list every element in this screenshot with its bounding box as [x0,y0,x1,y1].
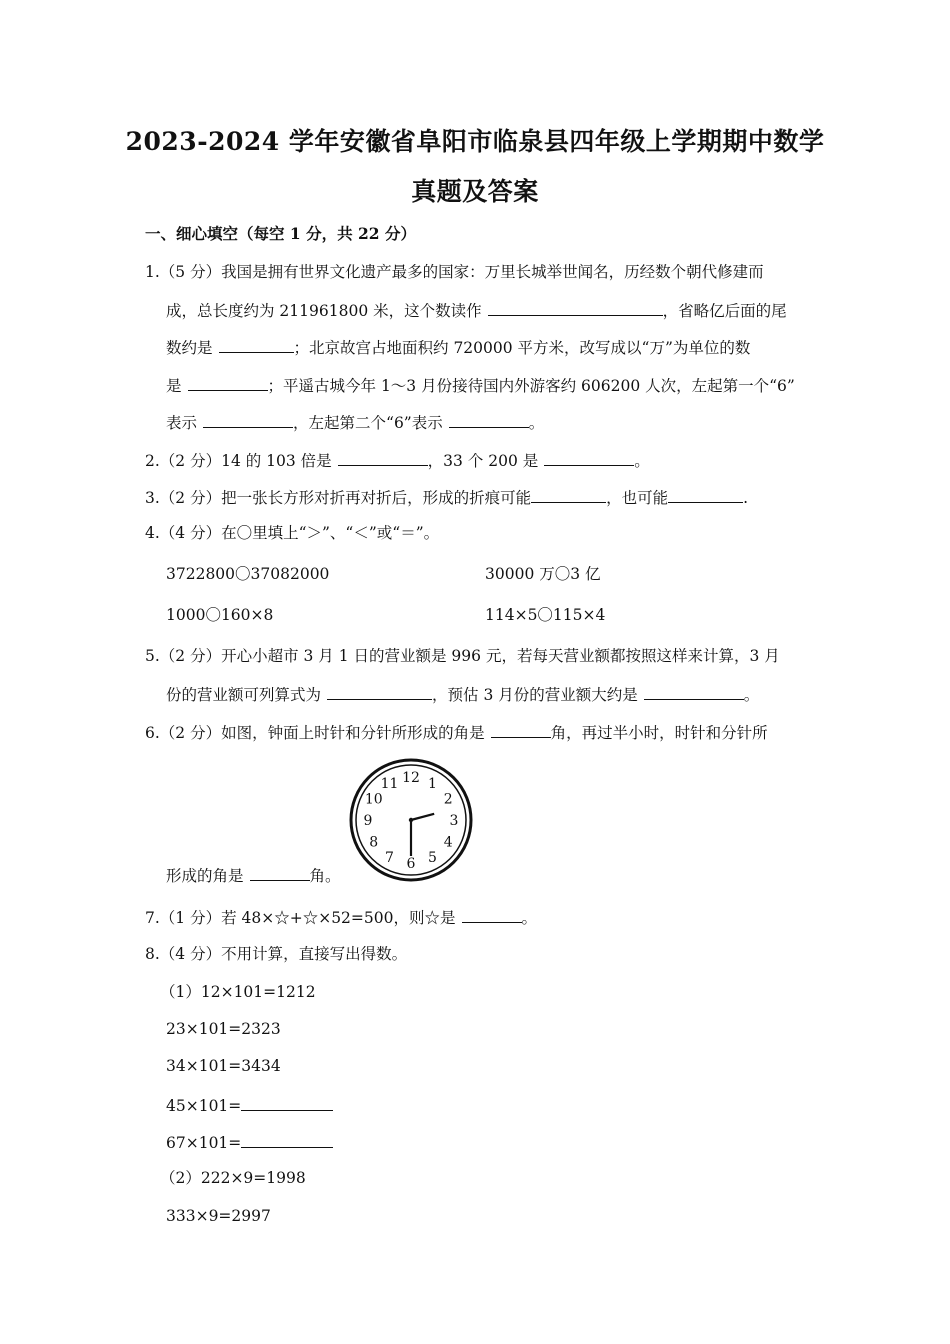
q6-text: 角。 [309,867,341,885]
clock-numeral: 10 [364,791,383,808]
q8-stem: 8.（4 分）不用计算，直接写出得数。 [145,945,408,963]
q6-line2 [166,864,341,886]
q2-text: ，33 个 200 是 [427,452,539,470]
q8-text: 45×101= [166,1097,242,1115]
answer-blank[interactable] [449,411,529,428]
q1-text: ；平遥古城今年 1～3 月份接待国内外游客约 606200 人次，左起第一个“6” [267,377,795,395]
clock-numeral: 2 [443,791,453,808]
answer-blank[interactable] [250,864,310,881]
q6-line1 [145,721,768,743]
answer-blank[interactable] [462,906,522,923]
q8-part1: （1）12×101=1212 [160,983,316,1001]
q6-text: 形成的角是 [166,867,244,885]
q1-text: ，左起第二个“6”表示 [293,414,443,432]
q2-text: 2.（2 分）14 的 103 倍是 [145,452,332,470]
answer-blank[interactable] [668,486,743,503]
q5-line2 [166,683,759,705]
q1-text: 数约是 [166,339,213,357]
clock-numeral: 8 [369,834,379,851]
q3-text: 3.（2 分）把一张长方形对折再对折后，形成的折痕可能 [145,489,532,507]
answer-blank[interactable] [188,374,268,391]
q1-text: 表示 [166,414,198,432]
q2-text: 。 [634,452,650,470]
q6-text: 6.（2 分）如图，钟面上时针和分针所形成的角是 [145,724,485,742]
q3-text: ，也可能 [606,489,669,507]
answer-blank[interactable] [219,336,294,353]
answer-blank[interactable] [644,683,744,700]
q5-text: 份的营业额可列算式为 [166,686,322,704]
clock-numeral: 6 [406,856,416,872]
q6-text: 角，再过半小时，时针和分针所 [550,724,768,742]
q5-text: ，预估 3 月份的营业额大约是 [432,686,638,704]
q5-text: 。 [743,686,760,704]
q7-text: 。 [521,909,538,927]
q1-text: 。 [528,414,545,432]
q1-text: 成，总长度约为 211961800 米，这个数读作 [166,302,482,320]
q4-compare-3: 1000〇160×8 [166,606,274,624]
answer-blank[interactable] [544,449,634,466]
q8-row: 23×101=2323 [166,1020,281,1038]
q2-line [145,449,650,471]
q8-row: 333×9=2997 [166,1207,271,1225]
answer-blank[interactable] [203,411,293,428]
clock-numeral: 7 [385,850,394,867]
q8-row [166,1131,333,1153]
section-heading: 一、细心填空（每空 1 分，共 22 分） [145,224,416,243]
q7-line [145,906,537,928]
q4-stem: 4.（4 分）在〇里填上“＞”、“＜”或“＝”。 [145,524,440,542]
doc-title-line1: 2023-2024 学年安徽省阜阳市临泉县四年级上学期期中数学 [125,127,825,156]
clock-numeral: 11 [380,775,399,792]
q7-text: 7.（1 分）若 48×☆+☆×52=500，则☆是 [145,909,456,927]
q8-row: 34×101=3434 [166,1057,281,1075]
q4-compare-2: 30000 万〇3 亿 [485,565,601,583]
answer-blank[interactable] [327,683,432,700]
hour-hand [411,814,434,820]
clock-numeral: 1 [428,775,437,792]
q1-line5 [166,411,544,433]
q1-line3 [166,336,750,358]
q1-text: 是 [166,377,182,395]
q4-compare-1: 3722800〇37082000 [166,565,330,583]
clock-numeral: 12 [402,770,420,786]
q1-line2 [166,299,787,321]
q3-line [145,486,748,508]
answer-blank[interactable] [491,721,551,738]
clock-numeral: 4 [443,834,453,851]
clock-numeral: 9 [363,813,373,829]
q8-text: 67×101= [166,1134,242,1152]
clock-numeral: 3 [449,813,459,829]
q4-compare-4: 114×5〇115×4 [485,606,606,624]
q1-text: ，省略亿后面的尾 [662,302,787,320]
q1-text: ；北京故宫占地面积约 720000 平方米，改写成以“万”为单位的数 [293,339,751,357]
answer-blank[interactable] [338,449,428,466]
answer-blank[interactable] [241,1131,333,1148]
q3-text: . [743,489,749,507]
q8-part2: （2）222×9=1998 [160,1169,306,1187]
clock-figure [348,757,474,883]
q1-line4 [166,374,795,396]
doc-title-line2: 真题及答案 [411,177,539,206]
answer-blank[interactable] [531,486,606,503]
q8-row [166,1094,333,1116]
clock-numeral: 5 [428,850,437,867]
q1-line1: 1.（5 分）我国是拥有世界文化遗产最多的国家：万里长城举世闻名，历经数个朝代修建而 [145,263,764,281]
q5-line1: 5.（2 分）开心小超市 3 月 1 日的营业额是 996 元，若每天营业额都按照这样来计算，3 月 [145,647,780,665]
answer-blank[interactable] [488,299,663,316]
answer-blank[interactable] [241,1094,333,1111]
